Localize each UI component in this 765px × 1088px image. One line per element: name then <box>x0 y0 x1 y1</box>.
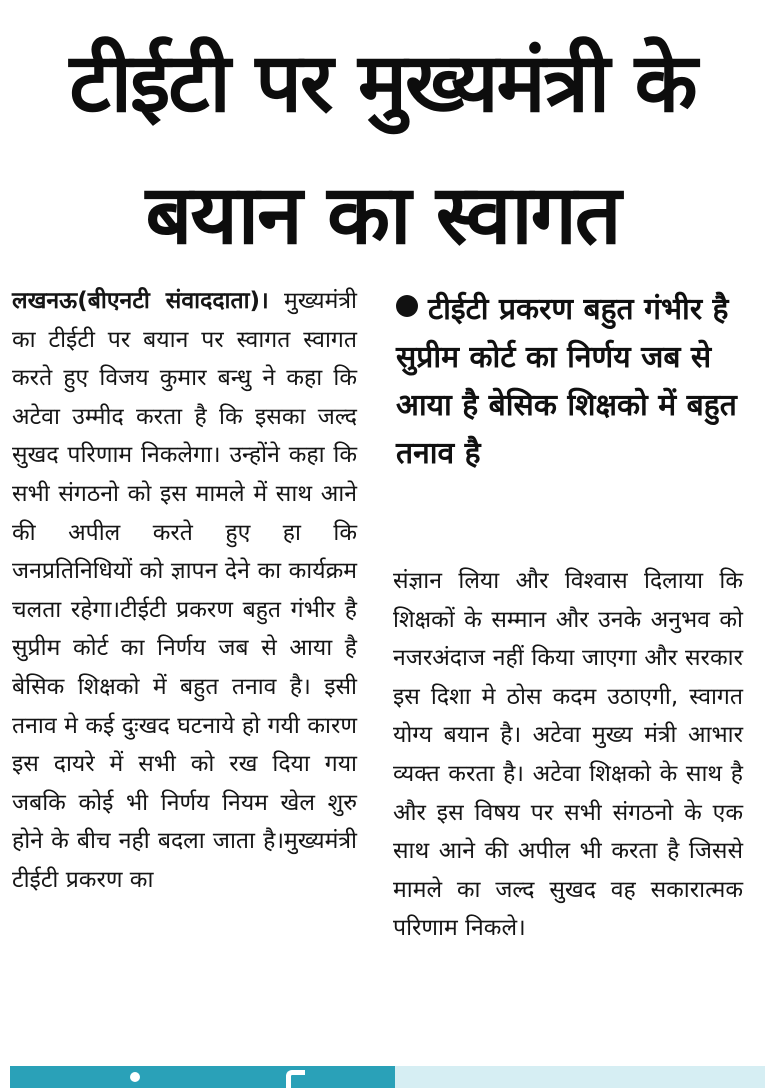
pull-quote <box>396 286 756 478</box>
headline <box>0 18 765 282</box>
band-glyph-icon <box>286 1070 305 1088</box>
band-dot-icon <box>130 1072 140 1082</box>
bottom-band-light <box>395 1066 765 1088</box>
article-left-column <box>12 282 357 900</box>
headline-line-1: टीईटी पर मुख्यमंत्री के <box>69 36 696 131</box>
left-column-body: मुख्यमंत्री का टीईटी पर बयान पर स्वागत स्वागत करते हुए विजय कुमार बन्धु ने कहा कि अटेवा उम्मीद करता है कि इसका जल्द सुखद परिणाम निकलेगा। उन्होंने कहा कि सभी संगठनो को इस मामले में साथ आने की अपील करते हुए हा कि जनप्रतिनिधियों को ज्ञापन देने का कार्यक्रम चलता रहेगा।टीईटी प्रकरण बहुत गंभीर है सुप्रीम कोर्ट का निर्णय जब से आया है बेसिक शिक्षको में बहुत तनाव है। इसी तनाव मे कई दुःखद घटनाये हो गयी कारण इस दायरे में सभी को रख दिया गया जबकि कोई भी निर्णय नियम खेल शुरु होने के बीच नही बदला जाता है।मुख्यमंत्री टीईटी प्रकरण का <box>12 288 357 893</box>
pull-quote-text: टीईटी प्रकरण बहुत गंभीर है सुप्रीम कोर्ट का निर्णय जब से आया है बेसिक शिक्षको में बहुत तनाव है <box>396 292 737 471</box>
article-right-column <box>393 562 743 948</box>
bullet-icon <box>396 295 418 317</box>
right-column-body: संज्ञान लिया और विश्वास दिलाया कि शिक्षकों के सम्मान और उनके अनुभव को नजरअंदाज नहीं किया जाएगा और सरकार इस दिशा मे ठोस कदम उठाएगी, स्वागत योग्य बयान है। अटेवा मुख्य मंत्री आभार व्यक्त करता है। अटेवा शिक्षको के साथ है और इस विषय पर सभी संगठनो के एक साथ आने की अपील भी करता है जिससे मामले का जल्द सुखद वह सकारात्मक परिणाम निकले। <box>393 568 743 942</box>
bottom-band <box>0 1066 765 1088</box>
bottom-band-teal <box>10 1066 395 1088</box>
headline-line-2: बयान का स्वागत <box>145 168 620 263</box>
dateline: लखनऊ(बीएनटी संवाददाता)। <box>12 288 269 314</box>
